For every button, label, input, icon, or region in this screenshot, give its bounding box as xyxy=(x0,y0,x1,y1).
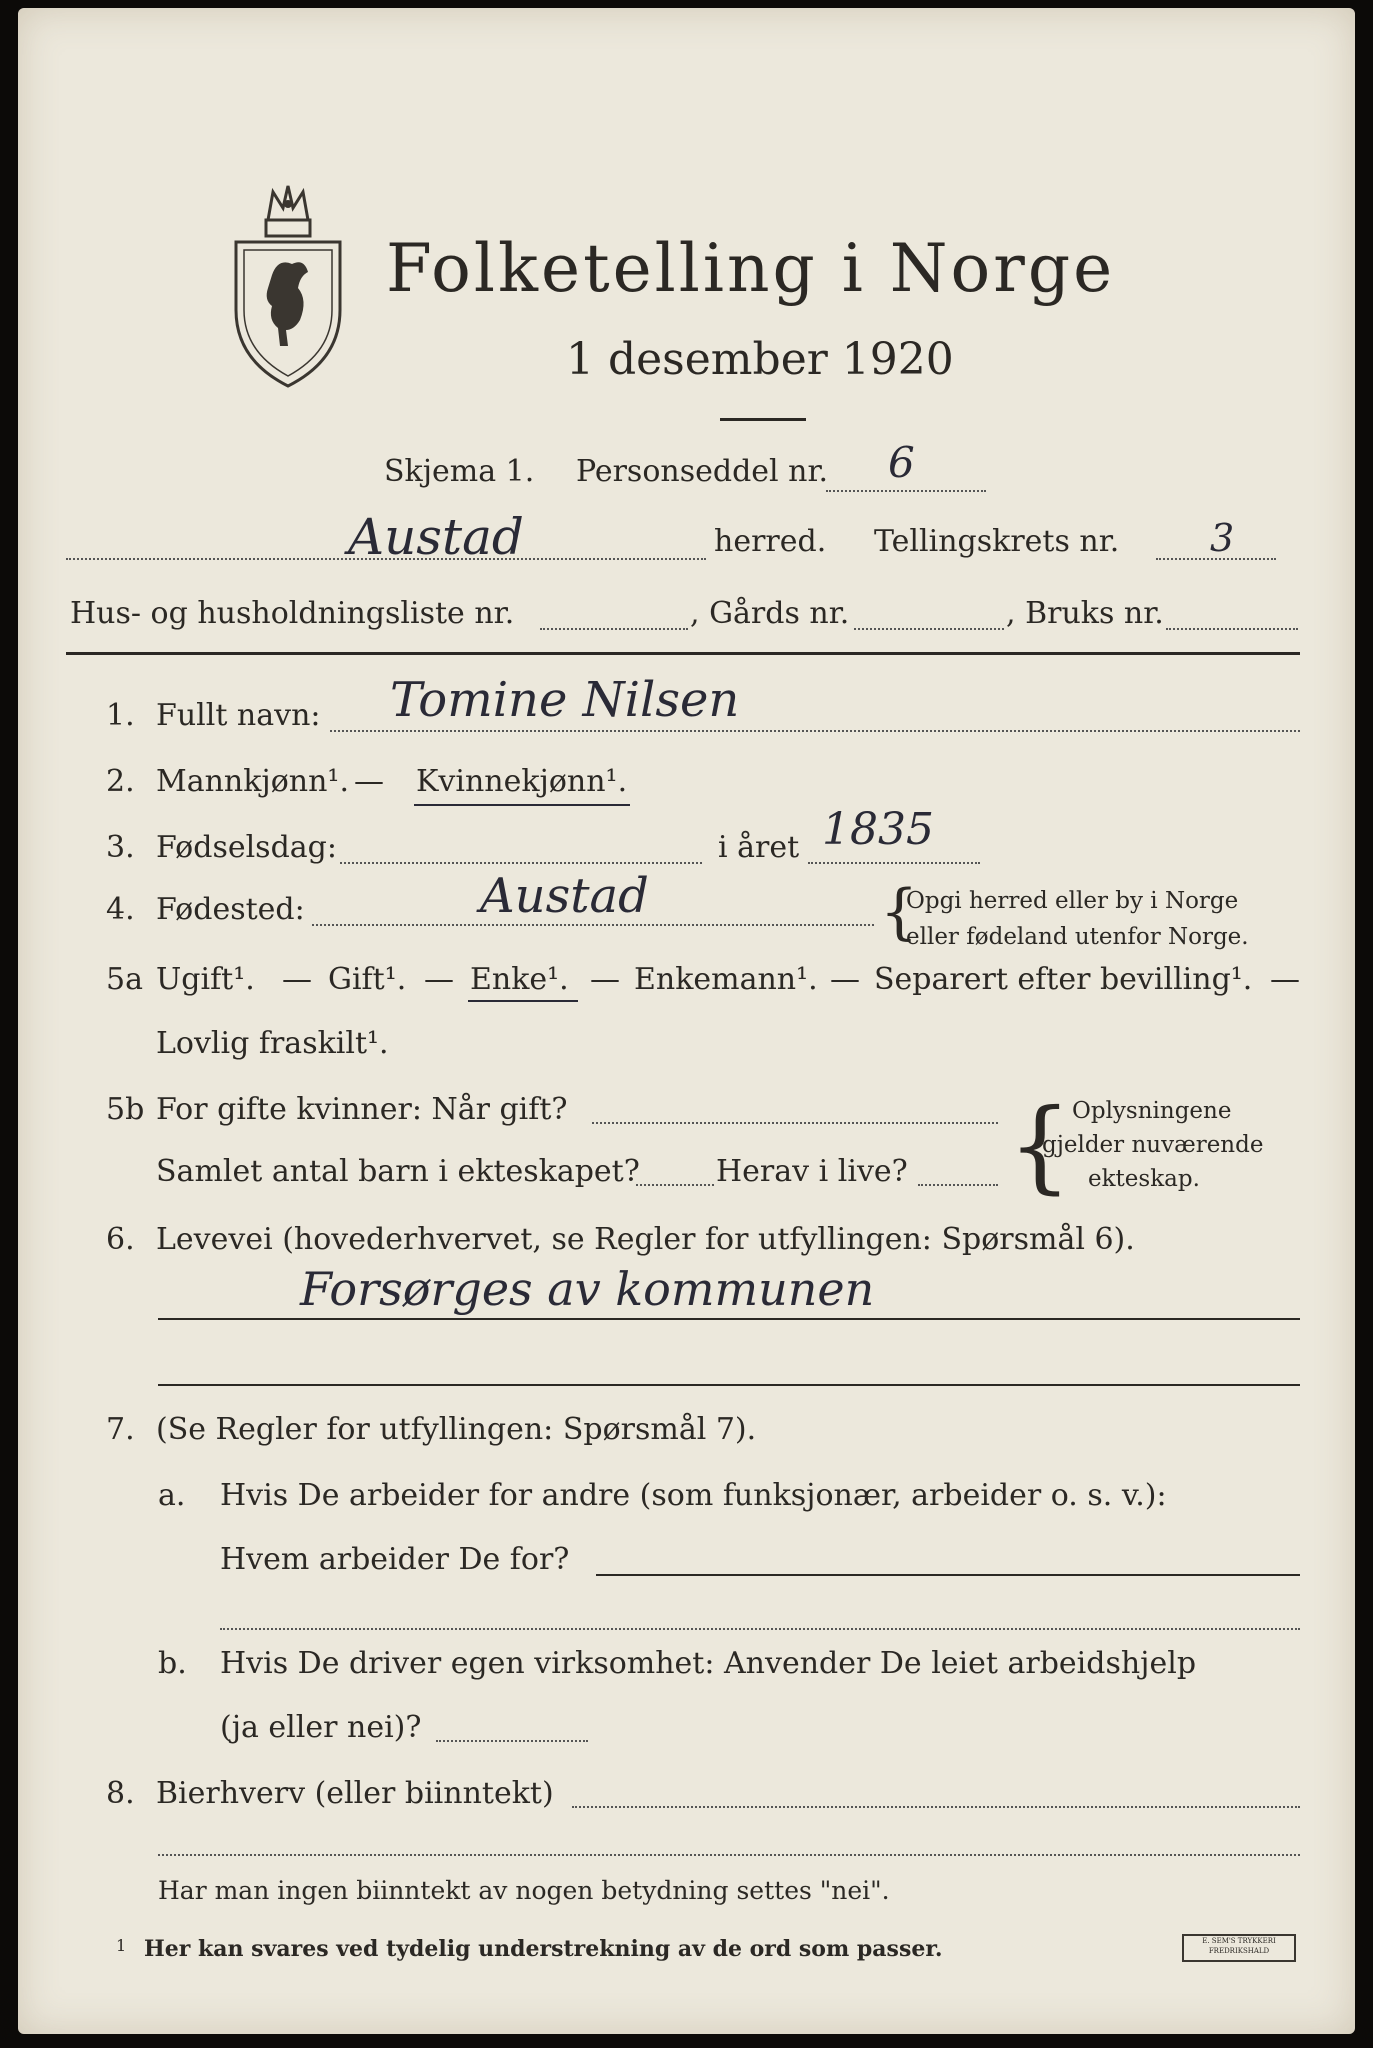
q4-note-line2: eller fødeland utenfor Norge. xyxy=(906,924,1249,950)
personseddel-value[interactable]: 6 xyxy=(888,438,915,487)
census-form-page xyxy=(18,8,1355,2034)
herred-value[interactable]: Austad xyxy=(348,508,524,566)
header-divider xyxy=(66,652,1300,655)
q5b-number: 5b xyxy=(106,1092,145,1127)
q7b-text: Hvis De driver egen virksomhet: Anvender De leiet arbeidshjelp xyxy=(220,1646,1197,1681)
q3-number: 3. xyxy=(106,830,135,865)
q7b-letter: b. xyxy=(158,1646,187,1681)
q7-number: 7. xyxy=(106,1412,135,1447)
printer-stamp: E. SEM'S TRYKKERI FREDRIKSHALD xyxy=(1182,1934,1296,1962)
q5b-note1: Oplysningene xyxy=(1072,1098,1232,1124)
form-title: Folketelling i Norge xyxy=(386,230,1116,307)
q5a-dash5: — xyxy=(1270,962,1300,997)
norwegian-coat-of-arms-icon xyxy=(228,180,348,390)
tellingskrets-label: Tellingskrets nr. xyxy=(874,524,1120,559)
personseddel-line xyxy=(826,490,986,492)
q5a-enke-underline xyxy=(468,1000,578,1002)
q5a-dash4: — xyxy=(830,962,860,997)
q5b-note2: gjelder nuværende xyxy=(1042,1132,1264,1158)
q4-brace: { xyxy=(880,877,919,947)
q5a-dash2: — xyxy=(424,962,454,997)
q2-dash: — xyxy=(354,764,384,799)
q5b-alive-line xyxy=(918,1184,998,1186)
q7a-answer-line xyxy=(596,1574,1300,1576)
q5a-enkemann: Enkemann¹. xyxy=(634,962,818,997)
q5b-children-line xyxy=(636,1184,714,1186)
q6-number: 6. xyxy=(106,1222,135,1257)
q5a-separert: Separert efter bevilling¹. xyxy=(874,962,1253,997)
q6-label: Levevei (hovederhvervet, se Regler for utfyllingen: Spørsmål 6). xyxy=(156,1222,1135,1257)
q3-label: Fødselsdag: xyxy=(156,830,337,865)
footnote-mark: 1 xyxy=(116,1936,127,1955)
q1-value[interactable]: Tomine Nilsen xyxy=(390,672,740,728)
footnote-text: Her kan svares ved tydelig understrekning av de ord som passer. xyxy=(144,1936,943,1962)
gards-line xyxy=(854,628,1004,630)
q2-male-option: Mannkjønn¹. xyxy=(156,764,349,799)
bruks-label: , Bruks nr. xyxy=(1006,596,1164,631)
q2-female-underline xyxy=(414,804,630,806)
q5b-married-line xyxy=(592,1122,998,1124)
q7b-question: (ja eller nei)? xyxy=(220,1710,422,1745)
q7a-question: Hvem arbeider De for? xyxy=(220,1542,570,1577)
q7-label: (Se Regler for utfyllingen: Spørsmål 7). xyxy=(156,1412,757,1447)
q4-line xyxy=(312,924,874,926)
q4-value[interactable]: Austad xyxy=(480,868,649,924)
q6-line1 xyxy=(158,1318,1300,1320)
q5a-gift: Gift¹. xyxy=(328,962,407,997)
q3-year-value[interactable]: 1835 xyxy=(822,804,934,855)
q8-label: Bierhverv (eller biinntekt) xyxy=(156,1776,554,1811)
q7a-text: Hvis De arbeider for andre (som funksjonær, arbeider o. s. v.): xyxy=(220,1478,1167,1513)
q1-number: 1. xyxy=(106,698,135,733)
q5a-number: 5a xyxy=(106,962,143,997)
husliste-label: Hus- og husholdningsliste nr. xyxy=(70,596,515,631)
personseddel-label: Personseddel nr. xyxy=(576,454,829,489)
q5b-brace: { xyxy=(1008,1087,1072,1204)
q1-line xyxy=(330,730,1300,732)
q3-year-label: i året xyxy=(718,830,800,865)
q5a-dash3: — xyxy=(590,962,620,997)
q1-label: Fullt navn: xyxy=(156,698,321,733)
title-divider xyxy=(720,418,806,421)
q6-line2 xyxy=(158,1384,1300,1386)
q4-note-line1: Opgi herred eller by i Norge xyxy=(906,888,1239,914)
q5a-fraskilt: Lovlig fraskilt¹. xyxy=(156,1026,389,1061)
schema-label: Skjema 1. xyxy=(384,454,535,489)
q5b-label2: Samlet antal barn i ekteskapet? xyxy=(156,1154,640,1189)
q7b-answer-line xyxy=(436,1740,588,1742)
q5b-note3: ekteskap. xyxy=(1088,1166,1200,1192)
herred-label: herred. xyxy=(714,524,827,559)
tellingskrets-value[interactable]: 3 xyxy=(1210,516,1235,560)
q4-label: Fødested: xyxy=(156,892,305,927)
q8-line2 xyxy=(158,1854,1300,1856)
footer-note: Har man ingen biinntekt av nogen betydning settes "nei". xyxy=(158,1876,890,1905)
q2-female-option[interactable]: Kvinnekjønn¹. xyxy=(416,764,628,799)
q8-number: 8. xyxy=(106,1776,135,1811)
gards-label: , Gårds nr. xyxy=(690,596,850,631)
census-date: 1 desember 1920 xyxy=(566,334,954,385)
q5a-enke[interactable]: Enke¹. xyxy=(470,962,569,997)
q8-line1 xyxy=(572,1806,1300,1808)
q4-number: 4. xyxy=(106,892,135,927)
q5b-label1: For gifte kvinner: Når gift? xyxy=(156,1092,568,1127)
q5a-ugift: Ugift¹. xyxy=(156,962,255,997)
q2-number: 2. xyxy=(106,764,135,799)
q6-value[interactable]: Forsørges av kommunen xyxy=(300,1262,875,1316)
q5a-dash1: — xyxy=(282,962,312,997)
husliste-line xyxy=(540,628,688,630)
q7a-extra-line xyxy=(220,1628,1300,1630)
q3-day-line xyxy=(340,862,702,864)
q5b-label3: Herav i live? xyxy=(716,1154,908,1189)
q3-year-line xyxy=(808,862,980,864)
bruks-line xyxy=(1166,628,1298,630)
q7a-letter: a. xyxy=(158,1478,186,1513)
